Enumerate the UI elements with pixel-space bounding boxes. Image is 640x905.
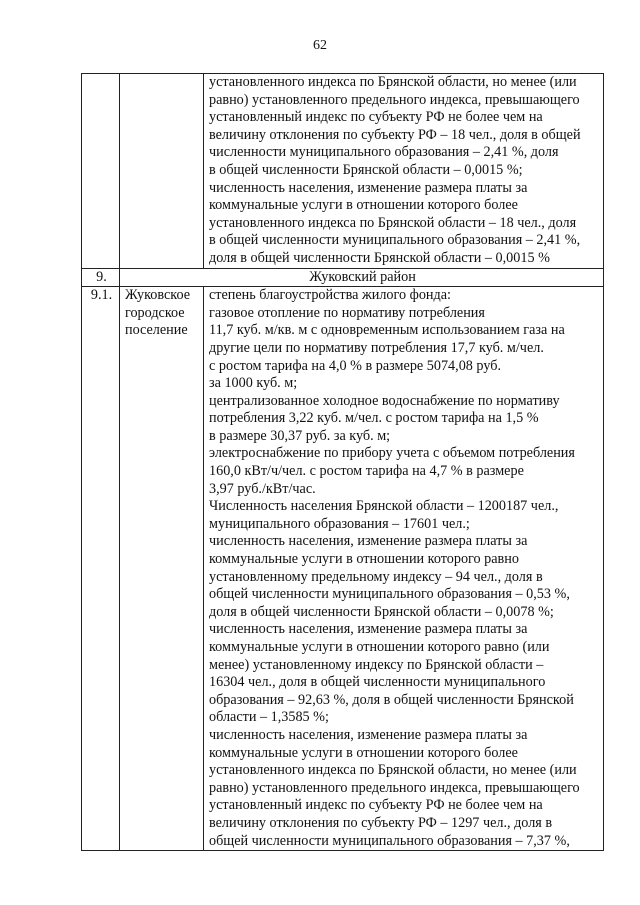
text-line: Численность населения Брянской области – 1200187 чел., [209, 498, 559, 515]
text-line: коммунальные услуги в отношении которого более [209, 744, 518, 761]
text-line: с ростом тарифа на 4,0 % в размере 5074,08 руб. [209, 357, 502, 374]
text-line: установленный индекс по субъекту РФ не более чем на [209, 109, 543, 126]
text-line: численность населения, изменение размера платы за [209, 179, 528, 196]
indicators-cell [204, 287, 604, 851]
municipality-name-line: городское [125, 304, 185, 321]
text-line: величину отклонения по субъекту РФ – 1297 чел., доля в [209, 814, 553, 831]
row-number-cell [82, 74, 120, 269]
table-row-district [82, 268, 604, 287]
text-line: равно) установленного предельного индекса, превышающего [209, 779, 580, 796]
text-line: общей численности муниципального образования – 0,53 %, [209, 586, 570, 603]
text-line: численность населения, изменение размера платы за [209, 726, 528, 743]
municipality-name-line: Жуковское [125, 287, 191, 304]
indicators-cell [204, 74, 604, 269]
text-line: численность населения, изменение размера платы за [209, 533, 528, 550]
district-number: 9. [82, 268, 120, 287]
municipality-name-line: поселение [125, 322, 188, 339]
tariff-table [81, 73, 604, 851]
text-line: газовое отопление по нормативу потребления [209, 304, 485, 321]
district-name: Жуковский район [120, 268, 604, 287]
text-line: доля в общей численности Брянской области – 0,0015 % [209, 249, 550, 266]
settlement-number: 9.1. [82, 287, 120, 851]
text-line: в общей численности Брянской области – 0,0015 %; [209, 161, 523, 178]
text-line: потребления 3,22 куб. м/чел. с ростом тарифа на 1,5 % [209, 410, 539, 427]
text-line: коммунальные услуги в отношении которого более [209, 197, 518, 214]
text-line: численность населения, изменение размера платы за [209, 621, 528, 638]
text-line: степень благоустройства жилого фонда: [209, 287, 451, 304]
municipality-cell [120, 74, 204, 269]
text-line: другие цели по нормативу потребления 17,7 куб. м/чел. [209, 339, 544, 356]
text-line: электроснабжение по прибору учета с объемом потребления [209, 445, 575, 462]
text-line: равно) установленного предельного индекса, превышающего [209, 91, 580, 108]
text-line: 160,0 кВт/ч/чел. с ростом тарифа на 4,7 % в размере [209, 463, 524, 480]
text-line: общей численности муниципального образования – 7,37 %, [209, 832, 570, 849]
text-line: коммунальные услуги в отношении которого равно (или [209, 639, 550, 655]
text-line: установленному предельному индексу – 94 чел., доля в [209, 568, 543, 585]
text-line: образования – 92,63 %, доля в общей численности Брянской [209, 691, 574, 708]
settlement-name-cell [120, 287, 204, 851]
table-row-settlement [82, 287, 604, 851]
text-line: в общей численности муниципального образования – 2,41 %, [209, 232, 581, 249]
text-line: в размере 30,37 руб. за куб. м; [209, 427, 391, 444]
text-line: области – 1,3585 %; [209, 709, 329, 726]
text-line: величину отклонения по субъекту РФ – 18 чел., доля в общей [209, 126, 581, 143]
text-line: установленного индекса по Брянской области, но менее (или [209, 74, 577, 90]
text-line: менее) установленному индексу по Брянской области – [209, 656, 544, 673]
text-line: за 1000 куб. м; [209, 375, 298, 392]
table-row-continuation [82, 74, 604, 269]
text-line: 3,97 руб./кВт/час. [209, 480, 316, 497]
text-line: численности муниципального образования – 2,41 %, доля [209, 144, 559, 161]
text-line: установленного индекса по Брянской области – 18 чел., доля [209, 214, 577, 231]
text-line: доля в общей численности Брянской области – 0,0078 %; [209, 603, 554, 620]
text-line: коммунальные услуги в отношении которого равно [209, 551, 519, 568]
text-line: муниципального образования – 17601 чел.; [209, 515, 470, 532]
text-line: централизованное холодное водоснабжение по нормативу [209, 392, 560, 409]
text-line: установленного индекса по Брянской области, но менее (или [209, 762, 577, 779]
text-line: 11,7 куб. м/кв. м с одновременным использованием газа на [209, 322, 565, 339]
page-number: 62 [313, 38, 327, 53]
text-line: 16304 чел., доля в общей численности муниципального [209, 674, 546, 691]
text-line: установленный индекс по субъекту РФ не более чем на [209, 797, 543, 814]
